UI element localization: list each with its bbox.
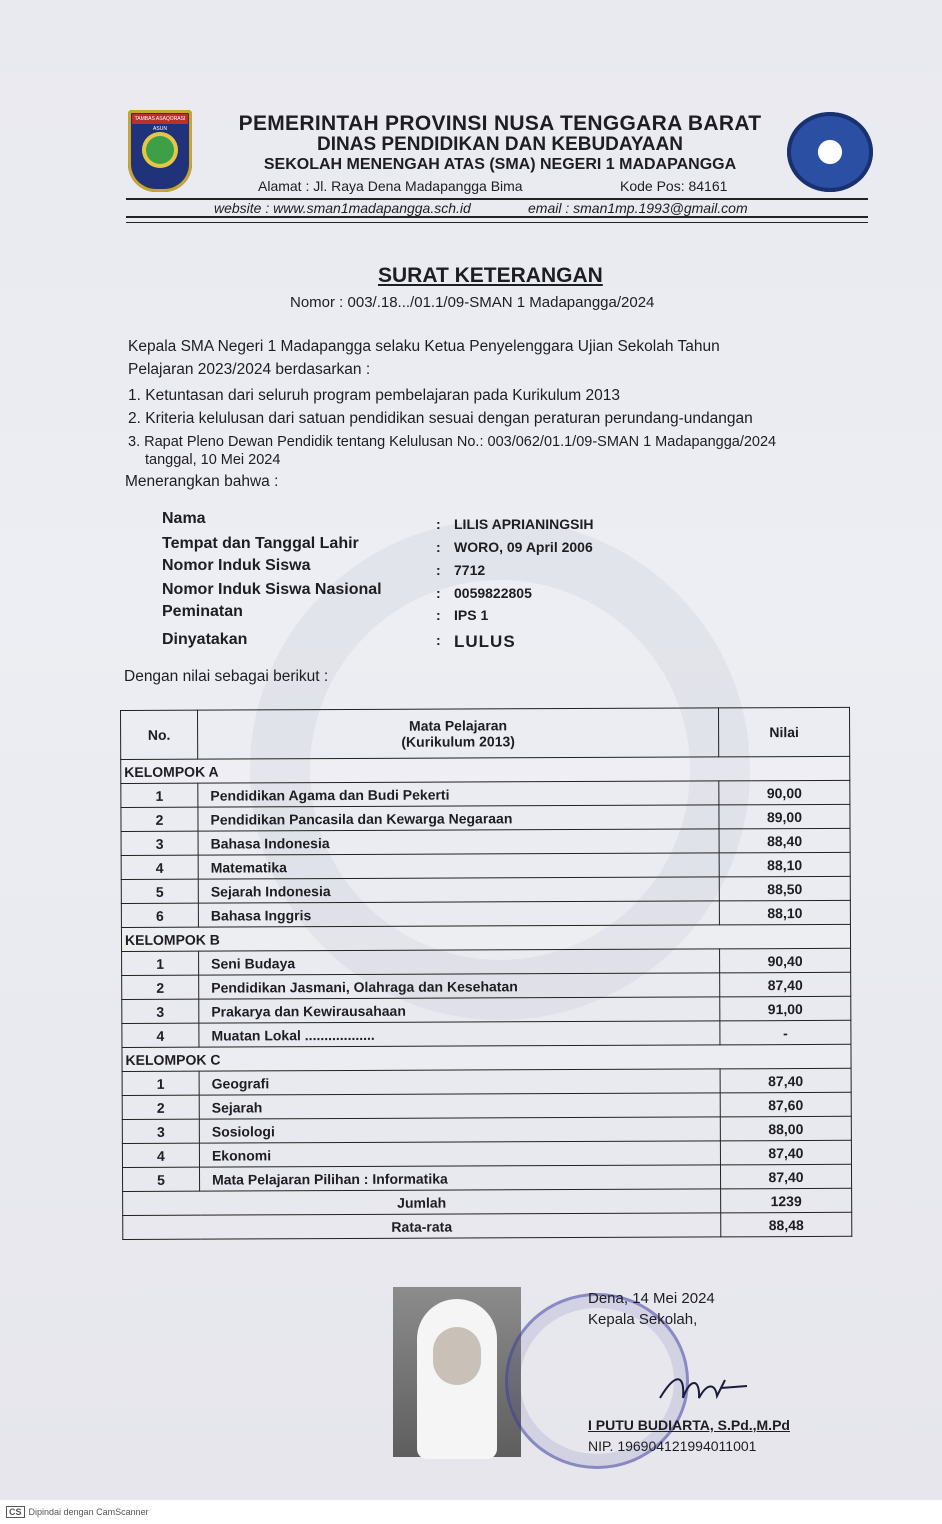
letterhead-government: PEMERINTAH PROVINSI NUSA TENGGARA BARAT	[238, 112, 762, 135]
colon: :	[436, 562, 441, 578]
row-nis	[436, 562, 486, 578]
row-no: 2	[121, 807, 198, 831]
row-score: 87,40	[720, 972, 851, 997]
row-score: 89,00	[719, 804, 850, 829]
row-no: 3	[121, 831, 198, 855]
colon: :	[436, 632, 441, 648]
header-divider-bottom	[126, 216, 868, 223]
group-b-label: KELOMPOK B	[121, 924, 850, 951]
menerangkan-text: Menerangkan bahwa :	[125, 473, 279, 490]
letterhead-school: SEKOLAH MENENGAH ATAS (SMA) NEGERI 1 MADAPANGGA	[263, 156, 737, 173]
value-nis: 7712	[454, 562, 486, 578]
website-text: website : www.sman1madapangga.sch.id	[214, 200, 471, 216]
table-row	[122, 948, 851, 975]
table-row	[122, 1068, 851, 1095]
jumlah-value: 1239	[721, 1188, 852, 1213]
header-mapel-line2: (Kurikulum 2013)	[401, 733, 515, 750]
row-no: 3	[122, 1119, 199, 1143]
rata-value: 88,48	[721, 1212, 852, 1237]
row-no: 5	[122, 1167, 199, 1191]
label-nisn: Nomor Induk Siswa Nasional	[162, 581, 382, 598]
header-mapel-line1: Mata Pelajaran	[409, 717, 508, 734]
table-row	[122, 1092, 851, 1119]
group-row	[121, 756, 850, 783]
email-text: email : sman1mp.1993@gmail.com	[528, 200, 748, 216]
grades-table	[120, 707, 852, 1240]
row-subject: Prakarya dan Kewirausahaan	[199, 997, 720, 1023]
value-nama: LILIS APRIANINGSIH	[454, 516, 594, 532]
colon: :	[436, 516, 441, 532]
row-nisn	[436, 585, 532, 601]
row-ttl	[436, 539, 593, 555]
label-nis: Nomor Induk Siswa	[162, 557, 311, 574]
camscanner-icon: CS	[6, 1506, 25, 1518]
signature-place-date: Dena, 14 Mei 2024	[588, 1290, 715, 1307]
table-row	[122, 1164, 851, 1191]
table-row	[122, 1020, 851, 1047]
colon: :	[436, 585, 441, 601]
basis-item-2: 2. Kriteria kelulusan dari satuan pendidikan sesuai dengan peraturan perundang-undangan	[128, 410, 753, 427]
table-row	[122, 1116, 851, 1143]
row-nama	[436, 516, 594, 532]
document-title: SURAT KETERANGAN	[378, 264, 603, 287]
logo-band-text: TAMBAS ASAQORASI ASUN	[132, 114, 188, 124]
document-number: Nomor : 003/.18.../01.1/09-SMAN 1 Madapangga/2024	[290, 294, 655, 311]
label-peminatan: Peminatan	[162, 603, 243, 620]
value-nisn: 0059822805	[454, 585, 532, 601]
nilai-intro: Dengan nilai sebagai berikut :	[124, 668, 329, 685]
photo-face	[433, 1327, 481, 1385]
row-subject: Pendidikan Pancasila dan Kewarga Negaraan	[198, 805, 719, 831]
scanner-text: Dipindai dengan CamScanner	[28, 1507, 149, 1517]
row-peminatan	[436, 607, 489, 623]
letterhead-department: DINAS PENDIDIKAN DAN KEBUDAYAAN	[317, 134, 683, 155]
header-mata-pelajaran	[198, 708, 719, 759]
row-no: 1	[122, 1071, 199, 1095]
row-subject: Pendidikan Jasmani, Olahraga dan Kesehatan	[199, 973, 720, 999]
row-score: 90,40	[720, 948, 851, 973]
postal-code: Kode Pos: 84161	[620, 178, 728, 194]
group-c-label: KELOMPOK C	[122, 1044, 851, 1071]
row-no: 4	[121, 855, 198, 879]
row-score: 88,10	[719, 900, 850, 925]
jumlah-label: Jumlah	[123, 1189, 721, 1216]
handwritten-signature-icon	[655, 1368, 755, 1408]
table-row	[121, 900, 850, 927]
scanner-footer	[6, 1506, 149, 1518]
table-row	[121, 852, 850, 879]
header-nilai: Nilai	[718, 707, 849, 757]
signature-nip: NIP. 196904121994011001	[588, 1438, 757, 1454]
row-subject: Muatan Lokal ..................	[199, 1021, 720, 1047]
row-no: 6	[121, 903, 198, 927]
group-row	[121, 924, 850, 951]
row-subject: Ekonomi	[199, 1141, 720, 1167]
address-text: Alamat : Jl. Raya Dena Madapangga Bima	[258, 178, 523, 194]
row-subject: Bahasa Indonesia	[198, 829, 719, 855]
label-nama: Nama	[162, 510, 206, 527]
row-subject: Sejarah Indonesia	[198, 877, 719, 903]
row-subject: Sejarah	[199, 1093, 720, 1119]
row-score: 88,10	[719, 852, 850, 877]
table-row	[121, 780, 850, 807]
row-score: 87,40	[720, 1068, 851, 1093]
colon: :	[436, 539, 441, 555]
row-no: 1	[121, 783, 198, 807]
table-row	[121, 876, 850, 903]
basis-item-3: 3. Rapat Pleno Dewan Pendidik tentang Kelulusan No.: 003/062/01.1/09-SMAN 1 Madapangga/2024	[128, 434, 777, 450]
row-no: 2	[122, 1095, 199, 1119]
signature-name: I PUTU BUDIARTA, S.Pd.,M.Pd	[588, 1417, 790, 1433]
value-ttl: WORO, 09 April 2006	[454, 539, 593, 555]
student-photo	[393, 1287, 521, 1457]
row-subject: Mata Pelajaran Pilihan : Informatika	[199, 1165, 720, 1191]
signature-role: Kepala Sekolah,	[588, 1311, 698, 1328]
row-no: 1	[122, 951, 199, 975]
table-row	[121, 804, 850, 831]
intro-line-1: Kepala SMA Negeri 1 Madapangga selaku Ketua Penyelenggara Ujian Sekolah Tahun	[128, 338, 720, 355]
row-score: -	[720, 1020, 851, 1045]
rata-label: Rata-rata	[123, 1213, 721, 1240]
table-row	[122, 972, 851, 999]
row-score: 87,40	[720, 1140, 851, 1165]
row-score: 87,40	[720, 1164, 851, 1189]
row-no: 5	[121, 879, 198, 903]
basis-item-1: 1. Ketuntasan dari seluruh program pembelajaran pada Kurikulum 2013	[128, 387, 620, 404]
group-a-label: KELOMPOK A	[121, 756, 850, 783]
row-score: 88,40	[719, 828, 850, 853]
label-ttl: Tempat dan Tanggal Lahir	[162, 535, 359, 552]
row-subject: Pendidikan Agama dan Budi Pekerti	[198, 781, 719, 807]
header-no: No.	[121, 710, 198, 759]
row-subject: Sosiologi	[199, 1117, 720, 1143]
table-row	[122, 1140, 851, 1167]
row-subject: Seni Budaya	[199, 949, 720, 975]
row-no: 3	[122, 999, 199, 1023]
row-no: 4	[122, 1143, 199, 1167]
row-score: 87,60	[720, 1092, 851, 1117]
row-score: 88,50	[719, 876, 850, 901]
label-dinyatakan: Dinyatakan	[162, 631, 248, 648]
value-dinyatakan: LULUS	[454, 632, 516, 651]
group-row	[122, 1044, 851, 1071]
table-header-row	[121, 707, 850, 759]
row-score: 90,00	[719, 780, 850, 805]
row-no: 2	[122, 975, 199, 999]
colon: :	[436, 607, 441, 623]
total-row	[123, 1188, 852, 1215]
value-peminatan: IPS 1	[454, 607, 489, 623]
row-subject: Bahasa Inggris	[198, 901, 719, 927]
row-subject: Matematika	[198, 853, 719, 879]
row-subject: Geografi	[199, 1069, 720, 1095]
letterhead-address-line	[258, 178, 728, 194]
basis-item-3-date: tanggal, 10 Mei 2024	[145, 452, 281, 468]
row-no: 4	[122, 1023, 199, 1047]
intro-line-2: Pelajaran 2023/2024 berdasarkan :	[128, 361, 371, 378]
table-row	[121, 828, 850, 855]
row-score: 91,00	[720, 996, 851, 1021]
table-row	[122, 996, 851, 1023]
average-row	[123, 1212, 852, 1239]
row-score: 88,00	[720, 1116, 851, 1141]
row-dinyatakan	[436, 632, 516, 651]
letterhead-contact-line	[214, 200, 748, 216]
